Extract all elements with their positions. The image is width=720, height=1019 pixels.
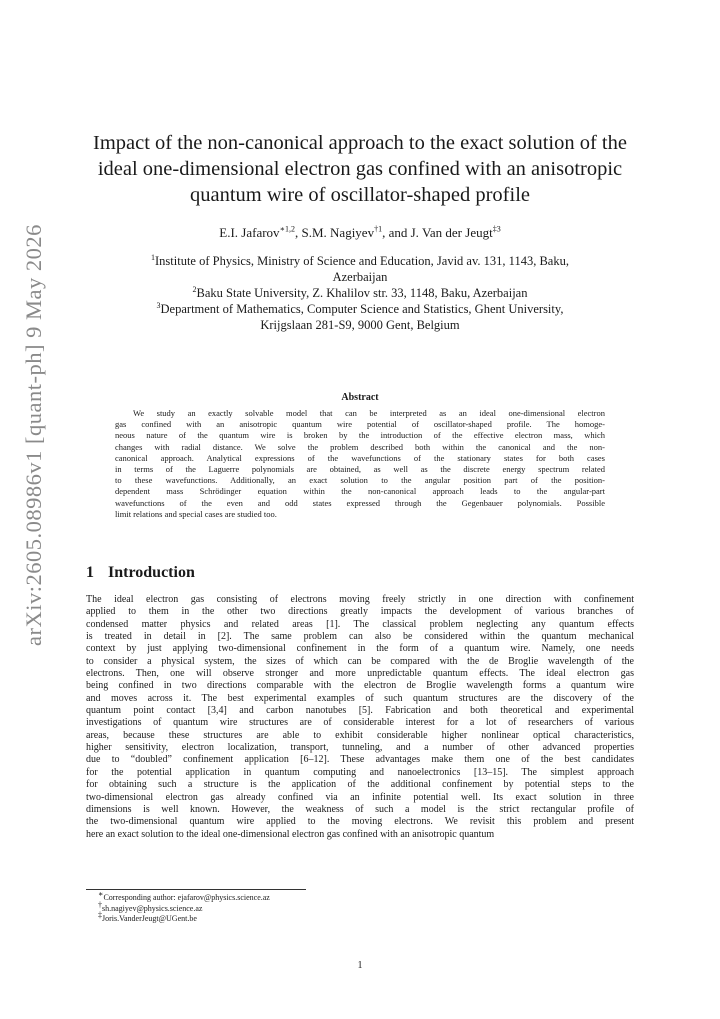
abstract-line: dependent mass Schrödinger equation within the non-canonical approach leads to the angular-part (115, 486, 605, 497)
body-line: electrons. Then, one will observe stronger and more unpredictable quantum effects. The ideal electron gas (86, 668, 634, 680)
abstract-line: neous nature of the quantum wire is broken by the introduction of the effective electron mass, which (115, 430, 605, 441)
body-line: quantum point contact [3,4] and carbon nanotubes [5]. Fabrication and both theoretical and experimental (86, 705, 634, 717)
author-name: S.M. Nagiyev (301, 225, 375, 240)
affiliation-line (90, 253, 630, 269)
footnote-text: Corresponding author: ejafarov@physics.science.az (103, 893, 270, 902)
affiliation-text: Baku State University, Z. Khalilov str. 33, 1148, Baku, Azerbaijan (196, 286, 528, 300)
affiliation-line (90, 269, 630, 285)
author-separator: , and (382, 225, 411, 240)
abstract-line: changes with radial distance. We solve the problem described both within the canonical and the non- (115, 441, 605, 452)
body-line: areas, because these structures are able to exhibit considerable higher nonlinear optical characteristics, (86, 729, 634, 741)
author-name: E.I. Jafarov (219, 225, 280, 240)
author-affiliation-mark: ‡3 (492, 224, 501, 234)
abstract-line: in terms of the Laguerre polynomials are obtained, as well as the discrete energy spectrum related (115, 463, 605, 474)
body-line: for obtaining such a structure is the application of the additional confinement by potential steps to the (86, 779, 634, 791)
footnote (98, 899, 270, 915)
title-line: ideal one-dimensional electron gas confined with an anisotropic (97, 158, 623, 180)
title-line: quantum wire of oscillator-shaped profile (189, 184, 530, 206)
footnote-text: sh.nagiyev@physics.science.az (102, 903, 203, 913)
page-number: 1 (357, 960, 363, 971)
footnote-text: Joris.VanderJeugt@UGent.be (102, 914, 197, 923)
footnote-rule (86, 889, 306, 890)
author-name: J. Van der Jeugt (410, 225, 493, 240)
body-line: context by just applying two-dimensional confinement in the form of a quantum wire. Namely, one needs (86, 643, 634, 655)
abstract-line: wavefunctions of the even and odd states expressed through the Gegenbauer polynomials. Possible (115, 497, 605, 508)
body-line: the two-dimensional quantum wire applied to the moving electrons. We revisit this problem and present (86, 816, 634, 828)
author-separator: , (295, 225, 302, 240)
footnotes (98, 889, 270, 925)
body-line: being confined in two directions comparable with the electron de Broglie wavelength forms a quantum wire (86, 680, 634, 692)
affiliation-text: Azerbaijan (332, 270, 388, 284)
affiliation-line (90, 317, 630, 333)
affiliation-list (90, 253, 630, 333)
body-line: is treated in detail in [2]. The same problem can also be considered within the quantum mechanical (86, 631, 634, 643)
abstract-line: limit relations and special cases are studied too. (115, 508, 277, 519)
affiliation-number: 1 (151, 252, 156, 262)
body-line: dimensions is well known. However, the weakness of such a model is the strict rectangular profile of (86, 803, 634, 815)
abstract-line: We study an exactly solvable model that can be interpreted as an ideal one-dimensional electron (133, 408, 605, 418)
body-line: investigations of quantum wire structures are of considerable interest for a lot of researchers of various (86, 717, 634, 729)
footnote-mark: † (98, 899, 102, 909)
abstract-line: gas confined with an anisotropic quantum wire potential of oscillator-shaped profile. The homoge- (115, 419, 605, 430)
abstract-line: canonical approach. Analytical expressions of the wavefunctions of the stationary states for both cases (115, 452, 605, 463)
paper-title (80, 130, 640, 208)
title-line: Impact of the non-canonical approach to the exact solution of the (93, 132, 627, 154)
body-line: to consider a physical system, the sizes of which can be compared with the de Broglie wavelength of the (86, 655, 634, 667)
section-heading (86, 564, 195, 582)
affiliation-line (90, 301, 630, 317)
body-line: due to “doubled” confinement application [6–12]. These advantages make them one of the best candidates (86, 754, 634, 766)
footnote-mark: ‡ (98, 910, 102, 920)
body-line: for the potential application in quantum computing and nanoelectronics [13–15]. The simplest approach (86, 766, 634, 778)
abstract-line: to these wavefunctions. Additionally, an exact solution to the angular position part of the position- (115, 475, 605, 486)
abstract-body (115, 408, 605, 520)
body-paragraph (86, 594, 634, 841)
affiliation-number: 3 (156, 300, 161, 310)
footnote (98, 910, 270, 925)
body-line: applied to them in the other two directions greatly impacts the development of various branches of (86, 606, 634, 618)
arxiv-identifier-stamp: arXiv:2605.08986v1 [quant-ph] 9 May 2026 (21, 224, 46, 646)
author-list (80, 224, 640, 241)
affiliation-text: Department of Mathematics, Computer Science and Statistics, Ghent University, (160, 302, 564, 316)
body-line: condensed matter physics and related areas [1]. The classical problem neglecting any quantum effects (86, 618, 634, 630)
affiliation-number: 2 (192, 284, 197, 294)
section-title: Introduction (108, 564, 195, 581)
affiliation-line (90, 285, 630, 301)
author-affiliation-mark: †1 (374, 224, 383, 234)
footnote (98, 889, 270, 904)
body-line: and moves across it. The best experimental examples of such quantum structures are the discovery of the (86, 692, 634, 704)
body-line: here an exact solution to the ideal one-dimensional electron gas confined with an anisotropic quantum (86, 828, 495, 840)
body-line: higher sensitivity, electron localization, transport, tunneling, and a number of other advanced properties (86, 742, 634, 754)
abstract-heading: Abstract (341, 392, 379, 403)
affiliation-text: Krijgslaan 281-S9, 9000 Gent, Belgium (260, 318, 460, 332)
footnote-mark: ∗ (98, 889, 104, 899)
affiliation-text: Institute of Physics, Ministry of Science and Education, Javid av. 131, 1143, Baku, (155, 254, 569, 268)
body-line: two-dimensional electron gas already confined via an infinite potential well. Its exact solution in three (86, 791, 634, 803)
body-line: The ideal electron gas consisting of electrons moving freely strictly in one direction with confinement (86, 594, 634, 605)
author-affiliation-mark: ∗1,2 (279, 224, 295, 234)
section-number: 1 (86, 564, 94, 581)
